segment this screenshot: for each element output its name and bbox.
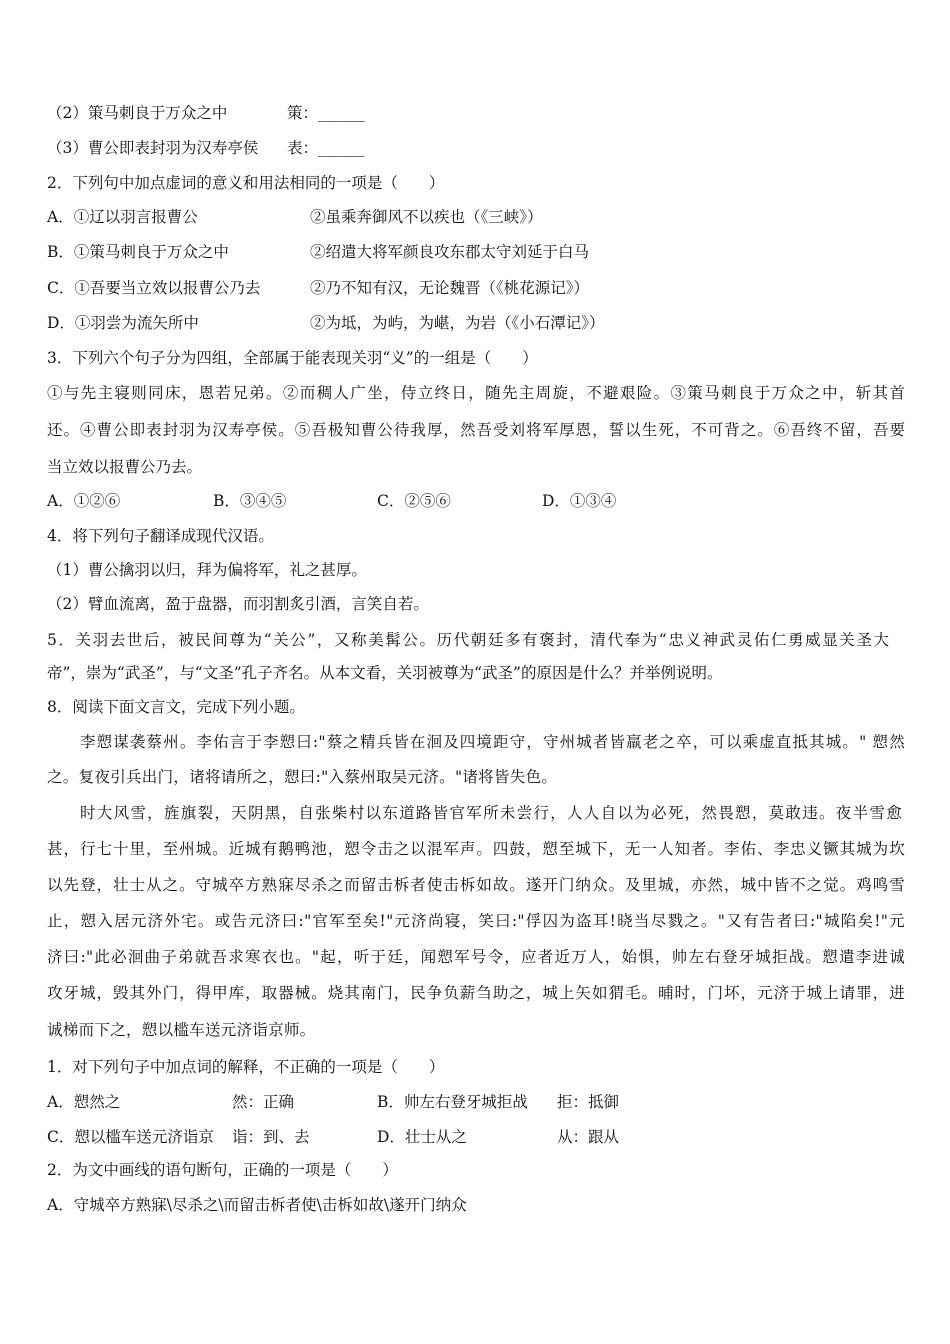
q5-line-1: 5．关羽去世后，被民间尊为“关公”，又称美髯公。历代朝廷多有褒封，清代奉为“忠义神武灵佑仁勇威显关圣大 [47, 631, 889, 649]
q3-option-d: D．①③④ [542, 492, 617, 510]
passage-line: 止，愬入居元济外宅。或告元济曰:"官军至矣!"元济尚寝，笑曰:"俘囚为盗耳!晓当尽戮之。"又有告者曰:"城陷矣!"元 [47, 912, 905, 930]
q2-option-c-1: C．①吾要当立效以报曹公乃去 [47, 279, 261, 297]
sq1-options-row-1 [47, 1092, 907, 1112]
sq2-stem: 2．为文中画线的语句断句，正确的一项是（ ） [47, 1161, 398, 1179]
q2-option-b-2: ②绍遣大将军颜良攻东郡太守刘延于白马 [310, 243, 590, 261]
passage-line: 甚，行七十里，至州城。近城有鹅鸭池，愬令击之以混军声。四鼓，愬至城下，无一人知者。李佑、李忠义镢其城为坎 [47, 840, 905, 858]
q3-option-b: B．③④⑤ [213, 492, 287, 510]
passage-line: 诚梯而下之，愬以槛车送元济诣京师。 [47, 1021, 316, 1039]
sq1-stem: 1．对下列句子中加点词的解释，不正确的一项是（ ） [47, 1058, 445, 1076]
q1-item-3-answer: 表：______ [287, 139, 365, 157]
passage-line: 之。复夜引兵出门，诸将请所之，愬曰:"入蔡州取吴元济。"诸将皆失色。 [47, 768, 558, 786]
q4-stem: 4．将下列句子翻译成现代汉语。 [47, 527, 274, 545]
sq1-option-b: B．帅左右登牙城拒战 [377, 1093, 528, 1111]
q1-item-2 [47, 103, 365, 123]
q2-option-a [47, 207, 543, 227]
q2-option-a-1: A．①辽以羽言报曹公 [47, 208, 198, 226]
q3-option-a: A．①②⑥ [47, 492, 121, 510]
q3-stem: 3．下列六个句子分为四组，全部属于能表现关羽“义”的一组是（ ） [47, 349, 538, 367]
sq1-option-c-gloss: 诣：到、去 [232, 1128, 310, 1146]
q1-item-3-text: （3）曹公即表封羽为汉寿亭侯 [47, 139, 259, 157]
q3-options [47, 491, 907, 511]
q3-line-1: ①与先主寝则同床，恩若兄弟。②而稠人广坐，侍立终日，随先主周旋，不避艰险。③策马刺良于万众之中，斩其首 [47, 384, 905, 402]
passage-line: 李愬谋袭蔡州。李佑言于李愬曰:"蔡之精兵皆在洄及四境距守，守州城者皆羸老之卒，可以乘虚直抵其城。" 愬然 [80, 733, 905, 751]
q1-item-2-text: （2）策马刺良于万众之中 [47, 104, 228, 122]
q3-option-c: C．②⑤⑥ [377, 492, 451, 510]
q2-option-a-2: ②虽乘奔御风不以疾也（《三峡》） [310, 208, 543, 226]
q3-line-3: 当立效以报曹公乃去。 [47, 458, 203, 476]
sq1-option-a-gloss: 然：正确 [232, 1093, 295, 1111]
sq2-option-a: A．守城卒方熟寐\尽杀之\而留击柝者使\击柝如故\遂开门纳众 [47, 1196, 467, 1214]
passage-line: 时大风雪，旌旗裂，天阴黑，自张柴村以东道路皆官军所未尝行，人人自以为必死，然畏愬，莫敢违。夜半雪愈 [80, 804, 902, 822]
q2-stem: 2．下列句中加点虚词的意义和用法相同的一项是（ ） [47, 174, 445, 192]
sq1-option-c: C．愬以槛车送元济诣京 [47, 1128, 214, 1146]
q3-line-2: 还。④曹公即表封羽为汉寿亭侯。⑤吾极知曹公待我厚，然吾受刘将军厚恩，誓以生死，不可背之。⑥吾终不留，吾要 [47, 421, 905, 439]
q2-option-d-2: ②为坻，为屿，为嵁，为岩（《小石潭记》） [310, 314, 605, 332]
q2-option-c-2: ②乃不知有汉，无论魏晋（《桃花源记》） [310, 279, 590, 297]
sq1-option-d-gloss: 从：跟从 [557, 1128, 620, 1146]
q2-option-b-1: B．①策马刺良于万众之中 [47, 243, 229, 261]
q5-line-2: 帝”，崇为“武圣”，与“文圣”孔子齐名。从本文看，关羽被尊为“武圣”的原因是什么？并举例说明。 [47, 664, 723, 682]
q4-item-2: （2）臂血流离，盈于盘器，而羽割炙引酒，言笑自若。 [47, 595, 429, 613]
q1-item-3 [47, 138, 365, 158]
q2-option-b [47, 242, 590, 262]
sq1-option-d: D．壮士从之 [377, 1128, 467, 1146]
sq1-option-b-gloss: 拒：抵御 [557, 1093, 620, 1111]
q8-stem: 8．阅读下面文言文，完成下列小题。 [47, 698, 305, 716]
q2-option-c [47, 278, 590, 298]
q2-option-d [47, 313, 605, 333]
passage-line: 济曰:"此必洄曲子弟就吾求寒衣也。"起，听于廷，闻愬军号令，应者近万人，始惧，帅左右登牙城拒战。愬遣李进诚 [47, 948, 905, 966]
sq1-option-a: A．愬然之 [47, 1093, 121, 1111]
passage-line: 攻牙城，毁其外门，得甲库，取器械。烧其南门，民争负薪刍助之，城上矢如猬毛。晡时，门坏，元济于城上请罪，进 [47, 984, 905, 1002]
passage-line: 以先登，壮士从之。守城卒方熟寐尽杀之而留击柝者使击柝如故。遂开门纳众。及里城，亦然，城中皆不之觉。鸡鸣雪 [47, 876, 905, 894]
q4-item-1: （1）曹公擒羽以归，拜为偏将军，礼之甚厚。 [47, 561, 367, 579]
q1-item-2-answer: 策：______ [287, 104, 365, 122]
sq1-options-row-2 [47, 1127, 907, 1147]
q2-option-d-1: D．①羽尝为流矢所中 [47, 314, 199, 332]
